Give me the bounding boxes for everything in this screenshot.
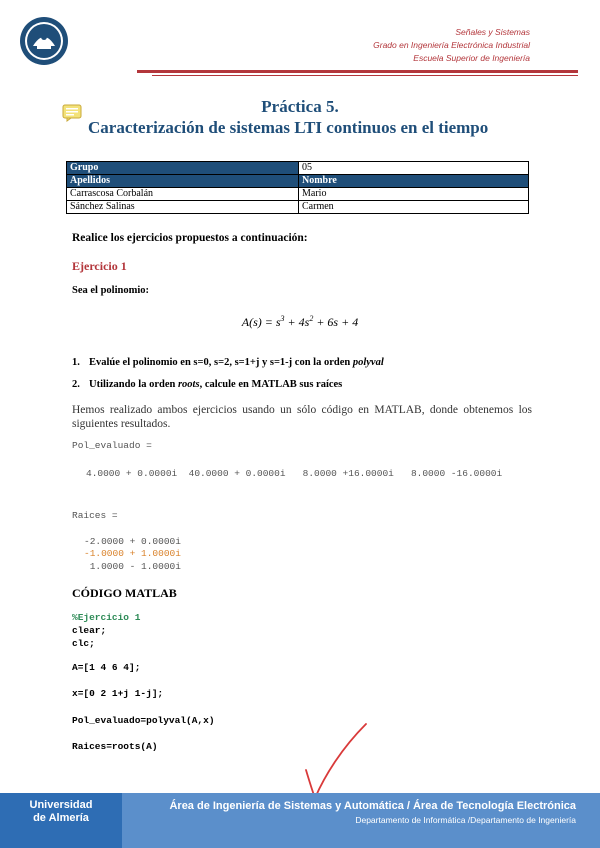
code-line: Pol_evaluado=polyval(A,x) xyxy=(72,715,215,726)
header-divider xyxy=(137,70,578,73)
table-row xyxy=(67,188,529,201)
university-seal-icon xyxy=(19,16,69,66)
header-school: Escuela Superior de Ingeniería xyxy=(413,53,530,63)
list-item-number: 2. xyxy=(72,379,80,390)
table-cell: Apellidos xyxy=(67,175,299,188)
table-header-row xyxy=(67,162,529,175)
footer-department: Departamento de Informática /Departamento de Ingeniería xyxy=(355,815,576,825)
instructions-text: Realice los ejercicios propuestos a continuación: xyxy=(72,232,308,244)
code-line: Raices=roots(A) xyxy=(72,741,158,752)
table-cell: Sánchez Salinas xyxy=(67,201,299,214)
list-item-text: Evalúe el polinomio en s=0, s=2, s=1+j y s=1-j con la orden xyxy=(89,357,353,368)
results-paragraph: Hemos realizado ambos ejercicios usando un sólo código en MATLAB, donde obtenemos los siguientes resultados. xyxy=(72,404,532,430)
footer-university xyxy=(0,799,122,825)
header-divider-thin xyxy=(152,75,578,76)
code-line: clc; xyxy=(72,638,95,649)
page-header xyxy=(373,26,530,65)
code-line: clear; xyxy=(72,625,107,636)
footer-university-block xyxy=(0,793,122,848)
polynomial-formula xyxy=(0,314,600,330)
table-cell: Carrascosa Corbalán xyxy=(67,188,299,201)
formula-exponent: 2 xyxy=(309,314,314,323)
code-line: A=[1 4 6 4]; xyxy=(72,662,141,673)
table-cell: Carmen xyxy=(299,201,529,214)
output-values: 4.0000 + 0.0000i 40.0000 + 0.0000i 8.0000 +16.0000i 8.0000 -16.0000i xyxy=(86,468,503,479)
output-root: -1.0000 + 1.0000i xyxy=(84,548,181,559)
footer-university-line: de Almería xyxy=(33,812,89,824)
code-heading: CÓDIGO MATLAB xyxy=(72,586,177,600)
code-comment: %Ejercicio 1 xyxy=(72,612,141,623)
output-root: -2.0000 + 0.0000i xyxy=(84,536,181,547)
formula-rest: + 6s + 4 xyxy=(313,315,359,329)
page-footer xyxy=(0,793,600,848)
list-item-command: polyval xyxy=(352,357,384,368)
footer-university-line: Universidad xyxy=(29,799,93,811)
list-item-text: Utilizando la orden xyxy=(89,379,178,390)
table-cell: Nombre xyxy=(299,175,529,188)
polynomial-label: Sea el polinomio: xyxy=(72,285,150,296)
output-label: Pol_evaluado = xyxy=(72,440,152,451)
list-item-command: roots xyxy=(177,379,200,390)
output-root: 1.0000 - 1.0000i xyxy=(84,561,181,572)
table-row xyxy=(67,201,529,214)
list-item-tail: , calcule en MATLAB sus raíces xyxy=(199,379,343,390)
formula-lhs: A(s) = s xyxy=(241,315,281,329)
exercise-heading: Ejercicio 1 xyxy=(72,259,127,273)
check-mark-icon xyxy=(300,720,370,800)
group-info-table xyxy=(66,161,529,214)
footer-area: Área de Ingeniería de Sistemas y Automática / Área de Tecnología Electrónica xyxy=(169,800,576,812)
header-degree: Grado en Ingeniería Electrónica Industrial xyxy=(373,40,530,50)
table-cell: 05 xyxy=(299,162,529,175)
table-cell: Mario xyxy=(299,188,529,201)
code-line: x=[0 2 1+j 1-j]; xyxy=(72,688,164,699)
practice-title: Práctica 5. xyxy=(261,97,339,116)
header-subject: Señales y Sistemas xyxy=(455,27,530,37)
practice-subtitle: Caracterización de sistemas LTI continuos en el tiempo xyxy=(88,118,489,137)
formula-exponent: 3 xyxy=(280,314,285,323)
list-item xyxy=(72,379,342,390)
formula-mid: + 4s xyxy=(284,315,310,329)
table-header-row xyxy=(67,175,529,188)
list-item xyxy=(72,357,384,368)
list-item-number: 1. xyxy=(72,357,80,368)
table-cell: Grupo xyxy=(67,162,299,175)
output-label: Raices = xyxy=(72,510,118,521)
